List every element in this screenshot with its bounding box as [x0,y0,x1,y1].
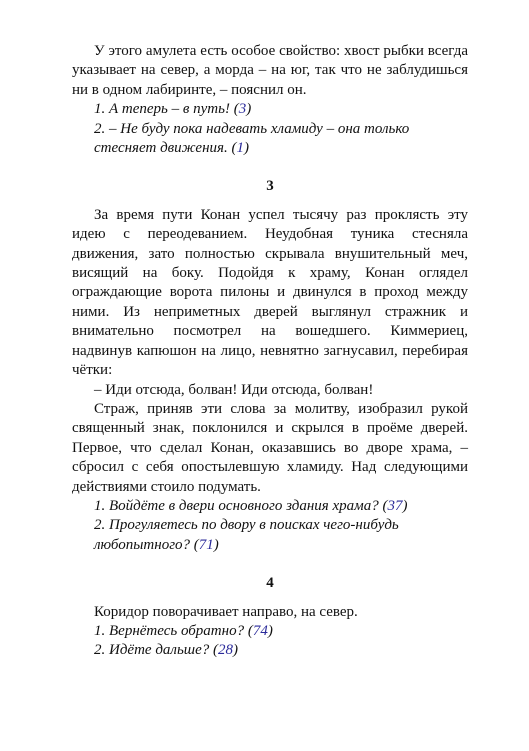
choice-walk-yard[interactable] [72,516,468,555]
choice-no-himation[interactable] [72,120,468,159]
choice-ref-link[interactable]: 1 [236,140,244,157]
section-number-4: 4 [266,575,274,592]
paragraph-amulet: У этого амулета есть особое свойство: хвост рыбки всегда указывает на север, а морда – на юг, так что не заблудишься ни в одном лабиринте, – пояснил он. [72,43,468,98]
choice-close: ) [267,622,273,639]
choice-close: ) [402,497,408,514]
choice-go-back[interactable] [72,622,468,641]
paragraph-corridor: Коридор поворачивает направо, на север. [94,603,358,620]
choice-ref-link[interactable]: 28 [218,642,233,659]
choice-enter-temple[interactable] [72,497,468,516]
choice-go-on[interactable] [72,100,468,119]
choice-text: 1. Войдёте в двери основного здания храма? ( [94,497,388,514]
choice-text: 1. А теперь – в путь! ( [94,101,239,118]
choice-ref-link[interactable]: 3 [238,101,247,118]
choice-close: ) [233,642,238,659]
choice-text: 2. Прогуляетесь по двору в поисках чего-нибудь любопытного? ( [94,517,399,553]
section-number-3: 3 [266,178,274,195]
book-page [72,42,468,661]
choice-ref-link[interactable]: 74 [252,622,268,639]
choice-text: 2. – Не буду пока надевать хламиду – она только стесняет движения. ( [94,120,410,157]
choice-ref-link[interactable]: 37 [387,497,403,514]
choice-go-further[interactable] [72,641,468,660]
choice-text: 1. Вернётесь обратно? ( [94,622,253,639]
paragraph-journey: За время пути Конан успел тысячу раз проклясть эту идею с переодеванием. Неудобная туника стесняла движения, зато полностью скрывала внушительный меч, висящий на боку. Подойдя к храму, Конан оглядел ограждающие ворота пилоны и двинулся в проход между ними. Из неприметных дверей выглянул стражник и внимательно посмотрел на вошедшего. Киммериец, надвинув капюшон на лицо, невнятно загнусавил, перебирая чётки: [72,206,468,379]
choice-text: 2. Идёте дальше? ( [94,642,218,659]
choice-close: ) [244,140,249,157]
choice-close: ) [246,101,252,118]
choice-ref-link[interactable]: 71 [198,536,214,553]
paragraph-chant: – Иди отсюда, болван! Иди отсюда, болван! [94,381,374,398]
choice-close: ) [213,536,219,553]
paragraph-guard: Страж, приняв эти слова за молитву, изобразил рукой священный знак, поклонился и скрылся в проёме дверей. Первое, что сделал Конан, оказавшись во дворе храма, – сбросил с себя опостылевшую хламиду. Над следующими действиями стоило подумать. [72,400,468,495]
